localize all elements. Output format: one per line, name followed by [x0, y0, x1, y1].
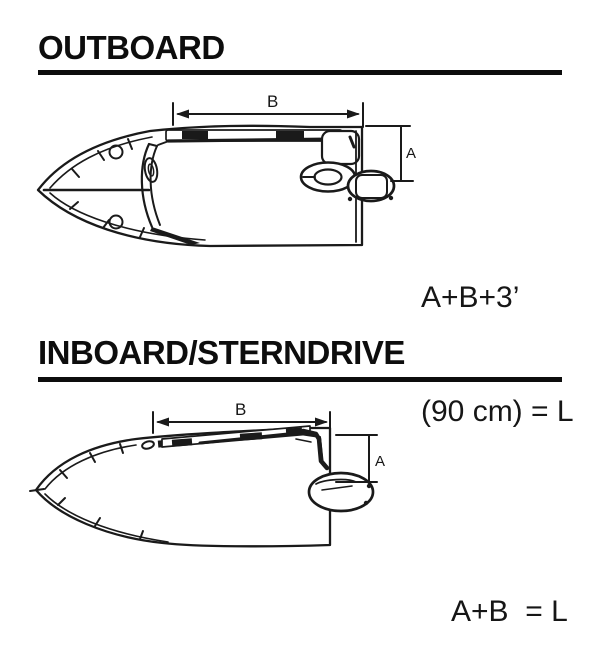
inboard-formula [451, 517, 568, 669]
cockpit-coaming [166, 130, 342, 141]
inboard-section-title: INBOARD/STERNDRIVE [38, 334, 405, 371]
inboard-dimension-b-label: B [235, 400, 247, 419]
outboard-title-rule [38, 70, 562, 75]
inboard-title-rule [38, 377, 562, 382]
outboard-formula-line2: (90 cm) = L [421, 395, 574, 428]
outboard-dimension-b-label: B [267, 92, 279, 111]
outboard-motor [348, 171, 394, 201]
inboard-formula-line1: A+B = L [451, 595, 568, 628]
arrowhead-right-icon [315, 418, 328, 427]
outboard-dimension-a-label: A [406, 145, 417, 162]
arrowhead-left-icon [156, 418, 169, 427]
arrowhead-left-icon [176, 110, 189, 119]
sterndrive-unit [309, 473, 373, 511]
arrowhead-right-icon [347, 110, 360, 119]
inboard-boat-hull [30, 426, 373, 546]
outboard-formula-line1: A+B+3’ [421, 281, 520, 314]
outboard-boat-hull [38, 126, 394, 246]
inboard-dimension-a-label: A [375, 453, 386, 470]
outboard-dimension-b [173, 92, 363, 127]
outboard-section-title: OUTBOARD [38, 29, 225, 66]
